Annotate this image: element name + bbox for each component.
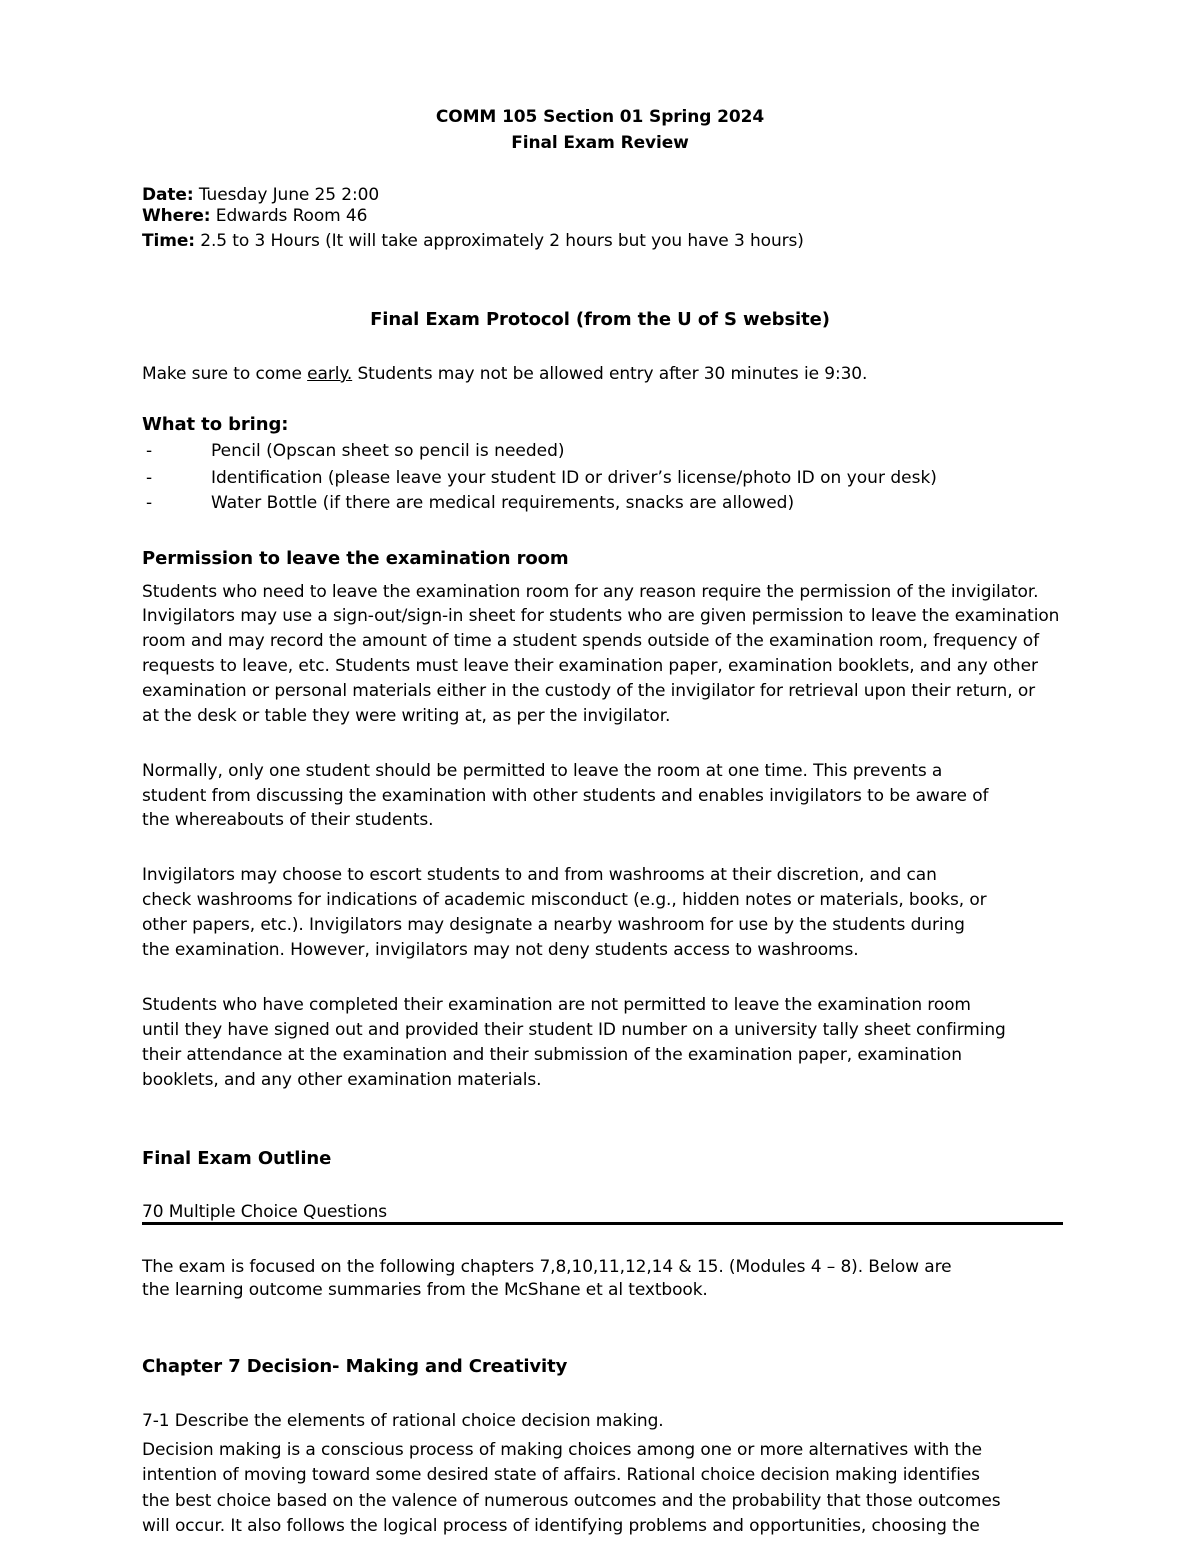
paragraph-line: The exam is focused on the following chapters 7,8,10,11,12,14 & 15. (Modules 4 – 8). Below are [142, 1257, 952, 1277]
paragraph-line: student from discussing the examination with other students and enables invigilators to be aware of [142, 786, 989, 806]
time-line [142, 231, 804, 251]
learning-objective: 7-1 Describe the elements of rational choice decision making. [142, 1411, 664, 1431]
paragraph-line: room and may record the amount of time a student spends outside of the examination room, frequency of [142, 631, 1039, 651]
paragraph-line: Students who need to leave the examination room for any reason require the permission of the invigilator. [142, 582, 1039, 602]
paragraph-line: the whereabouts of their students. [142, 810, 434, 830]
chapter-heading: Chapter 7 Decision- Making and Creativity [142, 1356, 568, 1377]
bullet-dash: - [146, 441, 153, 461]
time-value: 2.5 to 3 Hours (It will take approximately 2 hours but you have 3 hours) [194, 231, 804, 251]
bring-item: Pencil (Opscan sheet so pencil is needed) [211, 441, 565, 461]
protocol-heading: Final Exam Protocol (from the U of S website) [370, 309, 830, 330]
paragraph-line: Invigilators may use a sign-out/sign-in sheet for students who are given permission to leave the examination [142, 606, 1060, 626]
paragraph-line: the examination. However, invigilators may not deny students access to washrooms. [142, 940, 859, 960]
paragraph-line: Decision making is a conscious process of making choices among one or more alternatives with the [142, 1440, 983, 1460]
paragraph-line: other papers, etc.). Invigilators may designate a nearby washroom for use by the students during [142, 915, 965, 935]
question-count: 70 Multiple Choice Questions [142, 1202, 388, 1222]
paragraph-line: until they have signed out and provided their student ID number on a university tally sheet confirming [142, 1020, 1006, 1040]
arrival-note-end: Students may not be allowed entry after 30 minutes ie 9:30. [352, 364, 868, 384]
paragraph-line: Invigilators may choose to escort students to and from washrooms at their discretion, and can [142, 865, 937, 885]
section-divider [142, 1222, 1063, 1225]
date-line [142, 185, 379, 205]
arrival-note-start: Make sure to come [142, 364, 308, 384]
bullet-dash: - [146, 468, 153, 488]
arrival-note [142, 364, 867, 384]
paragraph-line: booklets, and any other examination materials. [142, 1070, 542, 1090]
document-subtitle: Final Exam Review [511, 133, 689, 153]
paragraph-line: Normally, only one student should be permitted to leave the room at one time. This prevents a [142, 761, 943, 781]
paragraph-line: examination or personal materials either in the custody of the invigilator for retrieval upon their return, or [142, 681, 1036, 701]
paragraph-line: intention of moving toward some desired state of affairs. Rational choice decision making identifies [142, 1465, 980, 1485]
arrival-note-emphasis: early. [307, 364, 353, 384]
document-title: COMM 105 Section 01 Spring 2024 [435, 107, 765, 127]
where-value: Edwards Room 46 [210, 206, 368, 226]
paragraph-line: check washrooms for indications of academic misconduct (e.g., hidden notes or materials, books, or [142, 890, 987, 910]
paragraph-line: the best choice based on the valence of numerous outcomes and the probability that those outcomes [142, 1491, 1001, 1511]
paragraph-line: at the desk or table they were writing at, as per the invigilator. [142, 706, 671, 726]
paragraph-line: their attendance at the examination and their submission of the examination paper, examination [142, 1045, 962, 1065]
bullet-dash: - [146, 493, 153, 513]
bring-item: Water Bottle (if there are medical requirements, snacks are allowed) [211, 493, 795, 513]
date-label: Date: [142, 185, 194, 205]
paragraph-line: will occur. It also follows the logical process of identifying problems and opportunities, choosing the [142, 1516, 980, 1536]
where-line [142, 206, 367, 226]
paragraph-line: the learning outcome summaries from the McShane et al textbook. [142, 1280, 708, 1300]
paragraph-line: requests to leave, etc. Students must leave their examination paper, examination booklets, and any other [142, 656, 1038, 676]
time-label: Time: [142, 231, 195, 251]
permission-heading: Permission to leave the examination room [142, 548, 569, 569]
paragraph-line: Students who have completed their examination are not permitted to leave the examination room [142, 995, 971, 1015]
bring-heading: What to bring: [142, 414, 289, 435]
date-value: Tuesday June 25 2:00 [193, 185, 380, 205]
where-label: Where: [142, 206, 211, 226]
bring-item: Identification (please leave your student ID or driver’s license/photo ID on your desk) [211, 468, 937, 488]
outline-heading: Final Exam Outline [142, 1148, 332, 1169]
